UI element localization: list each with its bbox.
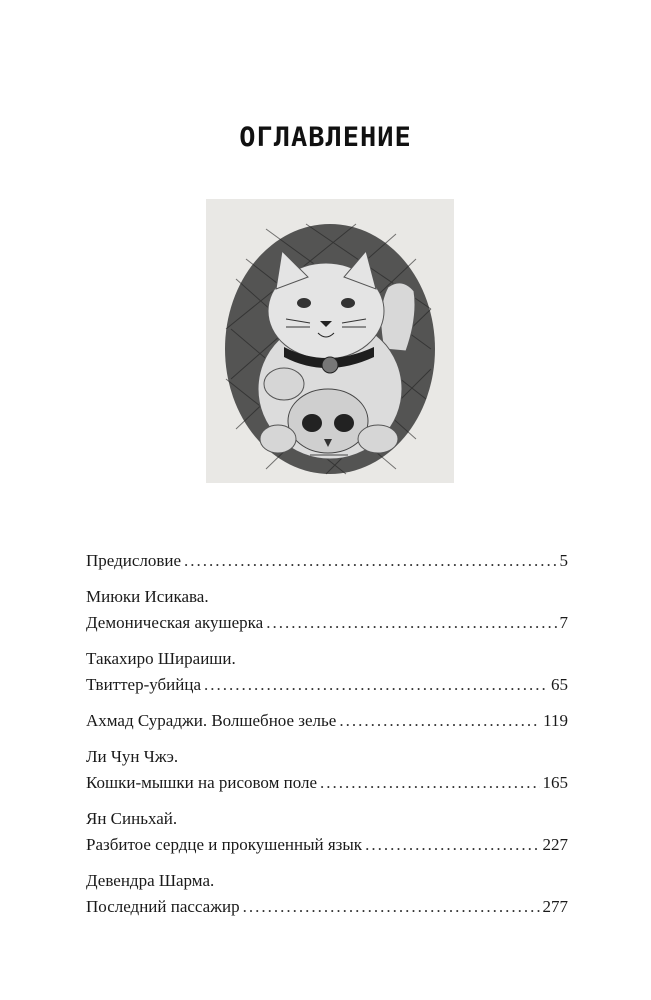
toc-entry-author: Ян Синьхай. [86, 809, 178, 828]
toc-entry-title: Кошки-мышки на рисовом поле [86, 773, 318, 792]
toc-line [86, 770, 568, 796]
toc-entry-title: Твиттер-убийца [86, 675, 201, 694]
page-number: 65 [551, 675, 568, 694]
maneki-neko-illustration [206, 199, 454, 483]
dot-leader [243, 894, 540, 920]
dot-leader [339, 708, 540, 734]
toc-entry[interactable] [86, 744, 568, 796]
toc-entry-author: Девендра Шарма. [86, 871, 215, 890]
page-number: 5 [559, 551, 568, 570]
toc-entry-title: Разбитое сердце и прокушенный язык [86, 835, 363, 854]
dot-leader [365, 832, 539, 858]
dot-leader [204, 672, 548, 698]
toc-line [86, 894, 568, 920]
toc-entry[interactable] [86, 806, 568, 858]
toc-line [86, 672, 568, 698]
toc-entry-title: Демоническая акушерка [86, 613, 264, 632]
page-title: ОГЛАВЛЕНИЕ [239, 122, 412, 153]
toc-line [86, 832, 568, 858]
toc-entry[interactable] [86, 646, 568, 698]
toc-entry[interactable] [86, 868, 568, 920]
toc-entry-author: Ли Чун Чжэ. [86, 747, 179, 766]
page-number: 227 [542, 835, 568, 854]
toc-line [86, 610, 568, 636]
page-number: 119 [543, 711, 568, 730]
page-number: 165 [542, 773, 568, 792]
toc-line [86, 708, 568, 734]
toc-entry-title: Последний пассажир [86, 897, 240, 916]
toc-entry-title: Предисловие [86, 551, 182, 570]
dot-leader [266, 610, 556, 636]
table-of-contents [86, 548, 568, 930]
toc-entry[interactable] [86, 548, 568, 574]
toc-entry-author: Миюки Исикава. [86, 587, 209, 606]
toc-entry[interactable] [86, 708, 568, 734]
toc-entry-author: Такахиро Шираиши. [86, 649, 236, 668]
dot-leader [320, 770, 539, 796]
toc-entry[interactable] [86, 584, 568, 636]
toc-entry-title: Ахмад Сураджи. Волшебное зелье [86, 711, 337, 730]
toc-line [86, 548, 568, 574]
cat-skull-drawing [206, 199, 454, 483]
page-number: 7 [559, 613, 568, 632]
page-number: 277 [542, 897, 568, 916]
dot-leader [184, 548, 556, 574]
